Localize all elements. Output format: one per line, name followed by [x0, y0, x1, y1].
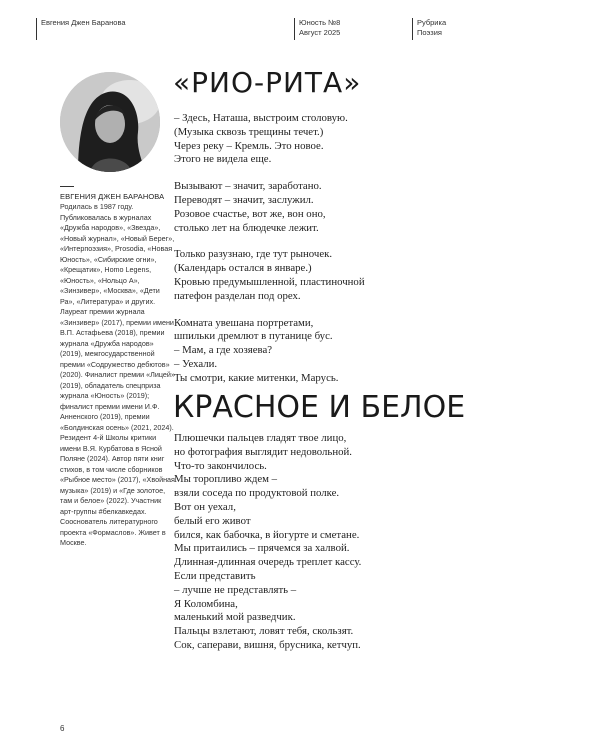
poem-line: Мы притаились – прячемся за халвой.: [174, 542, 350, 555]
poem-line: Кровью предумышленной, пластиночной: [174, 275, 365, 288]
poem-title: КРАСНОЕ И БЕЛОЕ: [173, 390, 466, 425]
poem-line: Сок, саперави, вишня, брусника, кетчуп.: [174, 638, 361, 651]
poem-line: белый его живот: [174, 514, 251, 527]
author-portrait: [60, 72, 160, 172]
header-issue-date: Август 2025: [299, 27, 341, 37]
author-name: ЕВГЕНИЯ ДЖЕН БАРАНОВА: [60, 192, 165, 201]
poem-title: «РИО-РИТА»: [173, 66, 362, 99]
running-header-rubric: [412, 18, 477, 40]
poem-line: Через реку – Кремль. Это новое.: [174, 139, 324, 152]
header-author-name: Евгения Джен Баранова: [41, 18, 126, 27]
poem-line: Я Коломбина,: [174, 597, 238, 610]
portrait-photo-icon: [60, 72, 160, 172]
poem-line: Пальцы взлетают, ловят тебя, скользят.: [174, 625, 354, 638]
poem-line: маленький мой разведчик.: [174, 611, 296, 624]
poem-line: патефон разделан под орех.: [174, 289, 301, 302]
poem-line: Плюшечки пальцев гладят твое лицо,: [174, 432, 347, 444]
bio-divider: [60, 186, 74, 187]
poem-line: Что-то закончилось.: [174, 459, 267, 472]
poem-line: – Мам, а где хозяева?: [174, 344, 273, 357]
running-header-author: [36, 18, 241, 40]
poem-line: столько лет на блюдечке лежит.: [174, 221, 319, 234]
poem-stanza: [174, 112, 474, 167]
poem-line: Если представить: [174, 569, 256, 582]
poem-line: (Календарь остался в январе.): [174, 262, 312, 275]
poem-stanza: [174, 248, 474, 303]
poem-stanza: [174, 180, 474, 235]
poem-line: Только разузнаю, где тут рыночек.: [174, 248, 333, 261]
poem-line: Вот он уехал,: [174, 500, 236, 513]
poem-line: Этого не видела еще.: [174, 153, 272, 166]
poem-line: но фотография выглядит недовольной.: [174, 445, 353, 458]
poem-line: Комната увешана портретами,: [174, 316, 314, 329]
page-number: 6: [60, 724, 65, 733]
author-bio: Родилась в 1987 году. Публиковалась в журналах «Дружба народов», «Звезда», «Новый журнал», «Новый Берег», «Интерпоэзия», Prosodia, «Новая Юность», «Сибирские огни», «Крещатик», Homo Legens, «Юность», «Нольцо А», «Зинзивер», «Москва», «Дети Ра», «Литература» и других. Лауреат премии журнала «Зинзивер» (2017), премии имени В.П. Астафьева (2018), премии журнала «Дружба народов» (2019), межгосударственной премии «Содружество дебютов» (2020). Финалист премии «Лицей» (2019), обладатель спецприза журнала «Юность» (2019); финалист премии имени И.Ф. Анненского (2019), премии «Болдинская осень» (2021, 2024). Резидент 4-й Школы критики имени В.Я. Курбатова в Ясной Поляне (2024). Автор пяти книг стихов, в том числе сборников «Рыбное место» (2017), «Хвойная музыка» (2019) и «Где золотое, там и белое» (2022). Участник арт-группы #белкавкедах. Сооснователь литературного проекта «Формаслов». Живет в Москве.: [60, 202, 175, 547]
poem-line: – лучше не представлять –: [174, 583, 297, 596]
poem-line: Розовое счастье, вот же, вон оно,: [174, 207, 326, 220]
poem-body: [174, 112, 474, 399]
poem-line: – Здесь, Наташа, выстроим столовую.: [174, 112, 348, 124]
poem-line: (Музыка сквозь трещины течет.): [174, 125, 324, 138]
header-rubric-label: Рубрика: [417, 18, 447, 27]
poem-line: Вызывают – значит, заработано.: [174, 180, 322, 193]
poem-stanza: [174, 432, 474, 653]
poem-line: взяли соседа по продуктовой полке.: [174, 487, 340, 500]
poem-line: Переводят – значит, заслужил.: [174, 193, 314, 206]
poem-body: [174, 432, 474, 666]
poem-line: бился, как бабочка, в йогурте и сметане.: [174, 528, 360, 541]
header-rubric-value: Поэзия: [417, 27, 442, 37]
poem-line: шпильки дремлют в путанице бус.: [174, 330, 333, 343]
running-header-issue: [294, 18, 399, 40]
poem-line: Длинная-длинная очередь треплет кассу.: [174, 556, 362, 569]
header-issue-number: Юность №8: [299, 18, 341, 27]
poem-stanza: [174, 317, 474, 386]
poem-line: – Уехали.: [174, 357, 218, 370]
poem-line: Мы торопливо ждем –: [174, 473, 278, 486]
poem-line: Ты смотри, какие митенки, Марусь.: [174, 371, 339, 384]
